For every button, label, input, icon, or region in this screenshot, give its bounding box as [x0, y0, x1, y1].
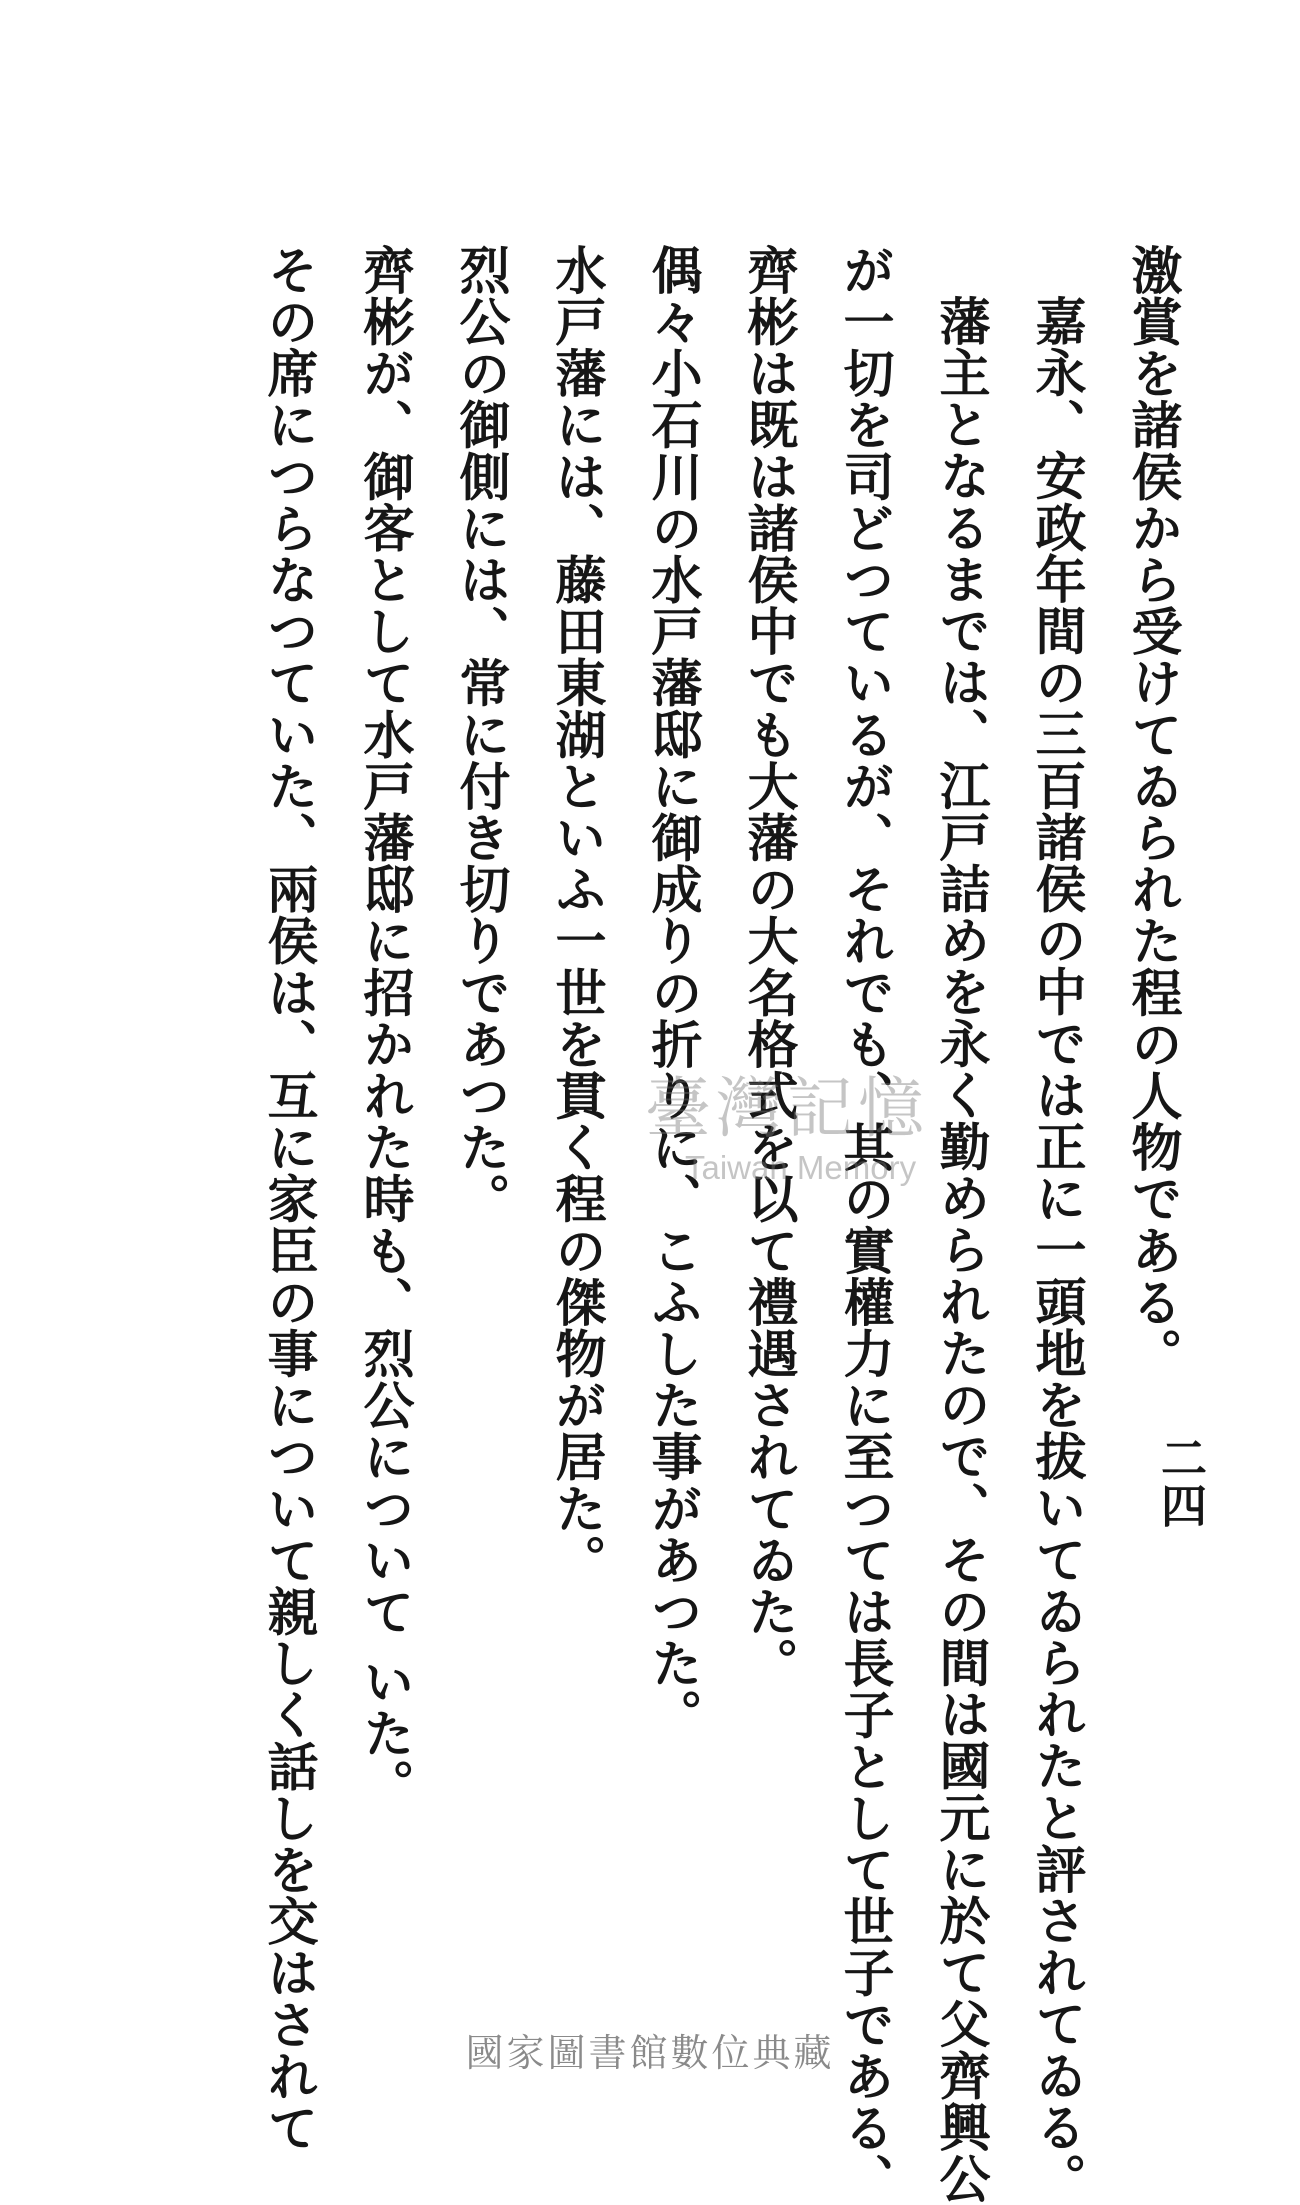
text-line: 齊彬が、御客として水戸藩邸に招かれた時も、烈公について いた。: [354, 244, 414, 1811]
text-line: 烈公の御側には、常に付き切りであつた。: [450, 244, 510, 1225]
text-line: 激賞を諸侯から受けてゐられた程の人物である。: [1122, 244, 1182, 1380]
text-line: 水戸藩には、藤田東湖といふ一世を貫く程の傑物が居た。: [546, 244, 606, 1586]
watermark-logo: 臺灣記憶: [645, 1070, 929, 1147]
page-number: 二四: [1154, 1434, 1208, 1530]
text-line: 藩主となるまでは、江戸詰めを永く勤められたので、その間は國元に於て父齊興公: [930, 295, 990, 2205]
footer-credit: 國家圖書館數位典藏: [465, 2031, 835, 2075]
text-line: 嘉永、安政年間の三百諸侯の中では正に一頭地を拔いてゐられたと評されてゐる。: [1026, 295, 1086, 2205]
text-line: その席につらなつていた、兩侯は、互に家臣の事について親しく話しを交はされて: [258, 244, 318, 2154]
text-line: 齊彬は既は諸侯中でも大藩の大名格式を以て禮遇されてゐた。: [738, 244, 798, 1689]
text-line: が一切を司どつているが、それでも、其の實權力に至つては長子として世子である、: [834, 244, 894, 2205]
text-line: 偶々小石川の水戸藩邸に御成りの折りに、こふした事があつた。: [642, 244, 702, 1741]
watermark-subtitle: Taiwan Memory: [685, 1149, 917, 1186]
